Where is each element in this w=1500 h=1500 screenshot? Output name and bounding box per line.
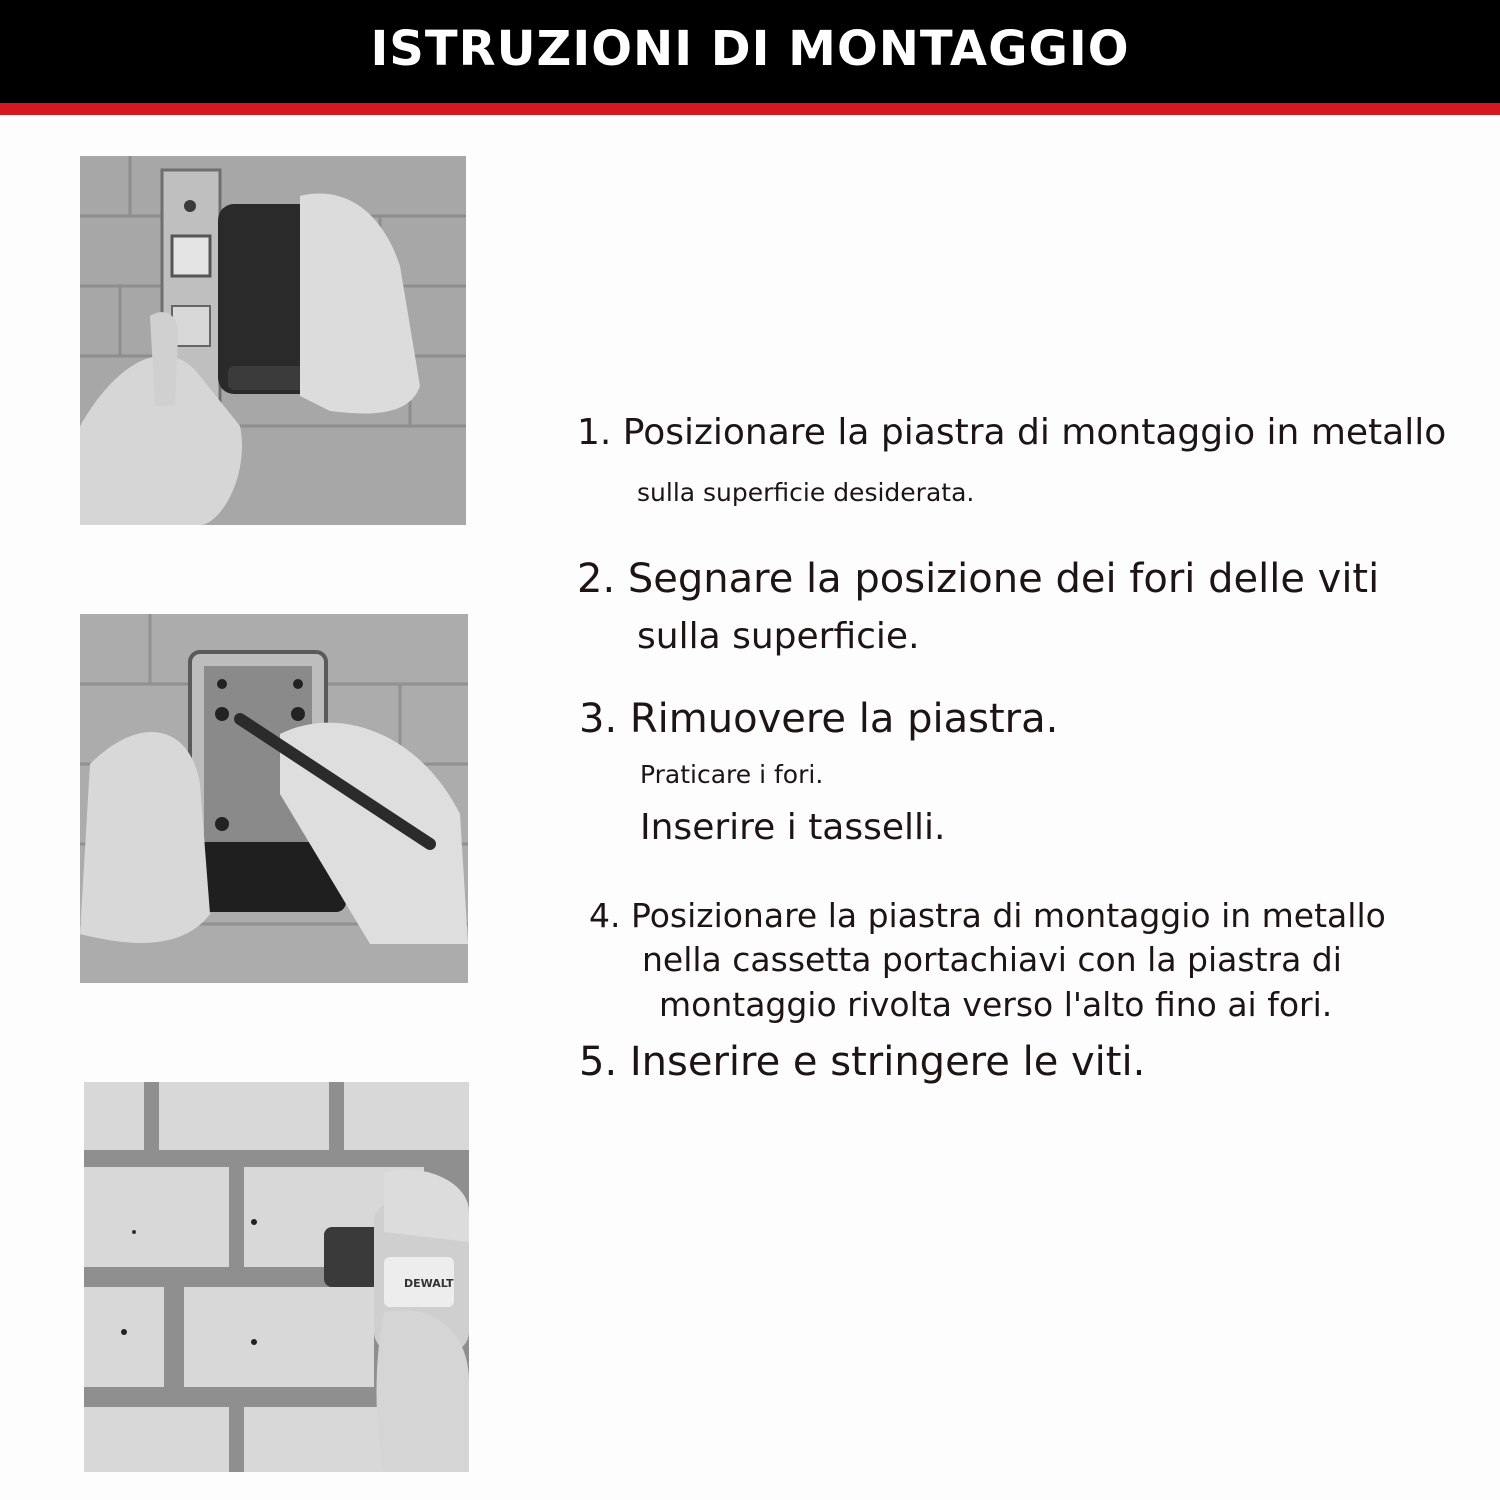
drilling-brick-wall-photo (84, 1082, 469, 1472)
step-5-title: 5. Inserire e stringere le viti. (579, 1039, 1146, 1085)
step-2-detail: sulla superficie. (637, 616, 920, 657)
marking-holes-pencil-photo (80, 614, 468, 983)
mounting-keybox-level-photo (80, 156, 466, 525)
step-4-detail-1: nella cassetta portachiavi con la piastra di (642, 940, 1342, 979)
step-1-title: 1. Posizionare la piastra di montaggio in metallo (577, 412, 1447, 453)
step-2-title: 2. Segnare la posizione dei fori delle viti (577, 556, 1380, 602)
header-bar (0, 0, 1500, 103)
step-4-detail-2: montaggio rivolta verso l'alto fino ai fori. (659, 985, 1333, 1024)
step-1-detail: sulla superficie desiderata. (637, 478, 975, 507)
step-4-title: 4. Posizionare la piastra di montaggio in metallo (589, 896, 1386, 935)
step-3-detail-2: Inserire i tasselli. (640, 807, 946, 848)
step-3-detail-1: Praticare i fori. (640, 760, 824, 789)
page-title: ISTRUZIONI DI MONTAGGIO (370, 20, 1130, 77)
step-3-title: 3. Rimuovere la piastra. (579, 696, 1059, 742)
drill-brand-mark: DEWALT (404, 1277, 454, 1290)
header-accent-line (0, 103, 1500, 115)
